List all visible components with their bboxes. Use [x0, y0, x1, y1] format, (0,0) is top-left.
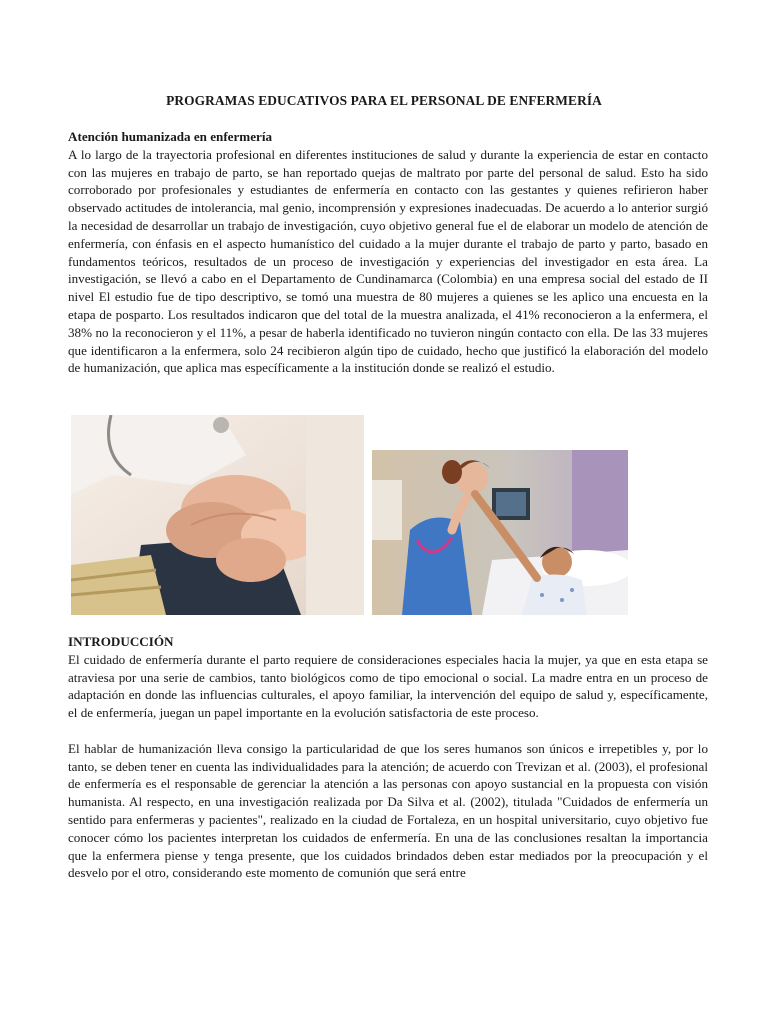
section-heading-introduccion: INTRODUCCIÓN — [68, 634, 174, 649]
intro-paragraph-1: El cuidado de enfermería durante el parto requiere de consideraciones especiales hacia la mujer, ya que en esta etapa se atraviesa por una serie de cambios, tanto biológicos como de tipo emocional o social. La madre entra en un proceso de adaptación en donde las influencias culturales, el apoyo familiar, la intervención del equipo de salud y, específicamente, el de enfermería, juegan un papel importante en la evolución satisfactoria de este proceso. — [68, 651, 708, 721]
section-introduccion — [68, 633, 708, 882]
document-title: PROGRAMAS EDUCATIVOS PARA EL PERSONAL DE ENFERMERÍA — [166, 93, 602, 108]
section-paragraph-atencion: A lo largo de la trayectoria profesional en diferentes instituciones de salud y durante la experiencia de estar en contacto con las mujeres en trabajo de parto, se han reportado quejas de maltrato por parte del personal de salud. Esto ha sido corroborado por profesionales y estudiantes de enfermería en contacto con las gestantes y quienes refirieron haber observado actitudes de intolerancia, mal genio, incomprensión y expresiones inadecuadas. De acuerdo a lo anterior surgió la necesidad de desarrollar un trabajo de investigación, cuyo objetivo general fue el de elaborar un modelo de atención de enfermería, con énfasis en el aspecto humanístico del cuidado a la mujer durante el trabajo de parto y parto, basado en fundamentos teóricos, resultados de un proceso de investigación y experiencias del investigador en esta área. La investigación, se llevó a cabo en el Departamento de Cundinamarca (Colombia) en una empresa social del estado de II nivel El estudio fue de tipo descriptivo, se tomó una muestra de 80 mujeres a quienes se les aplico una encuesta en la etapa de posparto. Los resultados indicaron que del total de la muestra analizada, el 41% reconocieron a la enfermera, el 38% no la reconocieron y el 11%, a pesar de haberla identificado no tuvieron ningún contacto con ella. De las 33 mujeres que identificaron a la enfermera, solo 24 recibieron algún tipo de cuidado, hecho que justificó la elaboración del modelo de humanización, que aplica mas específicamente a la institución donde se realizó el estudio. — [68, 146, 708, 376]
section-heading-atencion: Atención humanizada en enfermería — [68, 129, 273, 144]
intro-paragraph-2: El hablar de humanización lleva consigo la particularidad de que los seres humanos son únicos e irrepetibles y, por lo tanto, se deben tener en cuenta las individualidades para la atención; de acuerdo con Trevizan et al. (2003), el profesional de enfermería es el responsable de gerenciar la atención a las personas con apoyo sustancial en la propuesta con visión humanista. Al respecto, en una investigación realizada por Da Silva et al. (2002), titulada "Cuidados de enfermería un sentido para enfermeras y pacientes", realizado en la ciudad de Fortaleza, en un hospital universitario, cuyo objetivo fue conocer cómo los pacientes interpretan los cuidados de enfermería. En una de las conclusiones resaltan la importancia que la enfermera piense y tenga presente, que los cuidados brindados deben estar mediados por la preocupación y el desvelo por el otro, considerando este momento de comunión que será entre — [68, 740, 708, 881]
hands-photo — [71, 415, 364, 615]
section-atencion-humanizada — [68, 128, 708, 377]
nurse-child-photo — [372, 450, 628, 615]
